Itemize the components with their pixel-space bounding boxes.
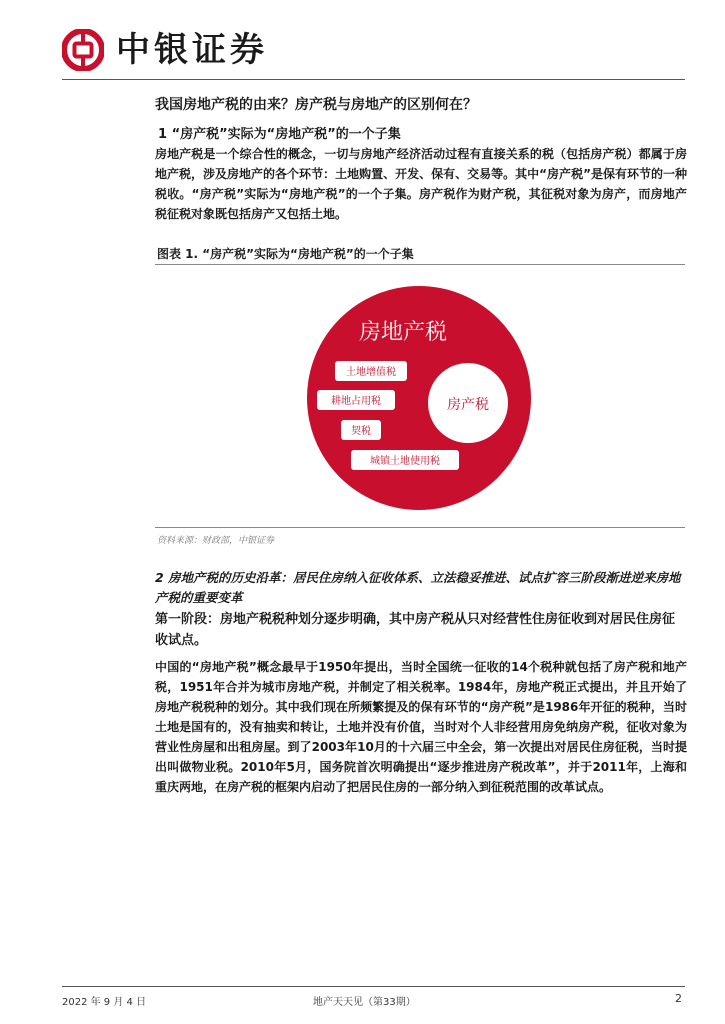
outer-circle-label: 房地产税: [358, 320, 448, 345]
inner-circle-label: 房产税: [447, 397, 489, 413]
stage1-heading: 第一阶段：房地产税税种划分逐步明确，其中房产税从只对经营性住房征收到对居民住房征收试点。: [155, 612, 676, 648]
deed-tax-label: 契税: [351, 426, 371, 437]
question-title: 我国房地产税的由来？房产税与房地产的区别何在？: [155, 97, 477, 113]
figure-title: 图表 1. “房产税”实际为“房地产税”的一个子集: [157, 247, 414, 261]
footer-date: 2022 年 9 月 4 日: [62, 997, 147, 1008]
section2-paragraph: 中国的“房地产税”概念最早于1950年提出，当时全国统一征收的14个税种就包括了房产税和地产税，1951年合并为城市房地产税，并制定了相关税率。1984年，房地产税正式提出，并且开始了房地产税税种的划分。其中我们现在所频繁提及的保有环节的“房产税”是1986年开征的税种，当时土地是国有的，没有抽卖和转让，土地并没有价值，当时对个人非经营用房免纳房产税，征收对象为营业性房屋和出租房屋。到了2003年10月的十六届三中全会，第一次提出对居民住房征税，当时提出叫做物业税。2010年5月，国务院首次明确提出“逐步推进房产税改革”，并于2011年，上海和重庆两地，在房产税的框架内启动了把居民住房的一部分纳入到征税范围的改革试点。: [155, 660, 687, 794]
section2-heading: 2 房地产税的历史沿革：居民住房纳入征收体系、立法稳妥推进、试点扩容三阶段渐进逆来房地产税的重要变革: [155, 570, 681, 605]
tax-subset-diagram: [305, 284, 533, 512]
urban-land-tax-label: 城镇土地使用税: [370, 456, 440, 467]
footer-rule: [62, 986, 685, 987]
land-value-tax-label: 土地增值税: [346, 367, 396, 378]
section1-heading: 1 “房产税”实际为“房地产税”的一个子集: [158, 127, 401, 142]
section1-paragraph: 房地产税是一个综合性的概念，一切与房地产经济活动过程有直接关系的税（包括房产税）都属于房地产税，涉及房地产的各个环节：土地购置、开发、保有、交易等。其中“房产税”是保有环节的一种税收。“房产税”实际为“房地产税”的一个子集。房产税作为财产税，其征税对象为房产，而房地产税征税对象既包括房产又包括土地。: [155, 147, 687, 221]
farmland-tax-label: 耕地占用税: [331, 396, 381, 407]
bank-of-china-logo-icon: [62, 29, 104, 71]
figure-bottom-rule: [155, 527, 685, 528]
figure-source: 资料来源：财政部，中银证券: [157, 536, 275, 546]
footer-title: 地产天天见（第33期）: [313, 997, 416, 1008]
header-logo: [62, 28, 268, 72]
brand-name: 中银证券: [116, 30, 268, 70]
header-rule: [62, 79, 685, 80]
figure-top-rule: [155, 264, 685, 265]
page-number: 2: [675, 992, 682, 1005]
